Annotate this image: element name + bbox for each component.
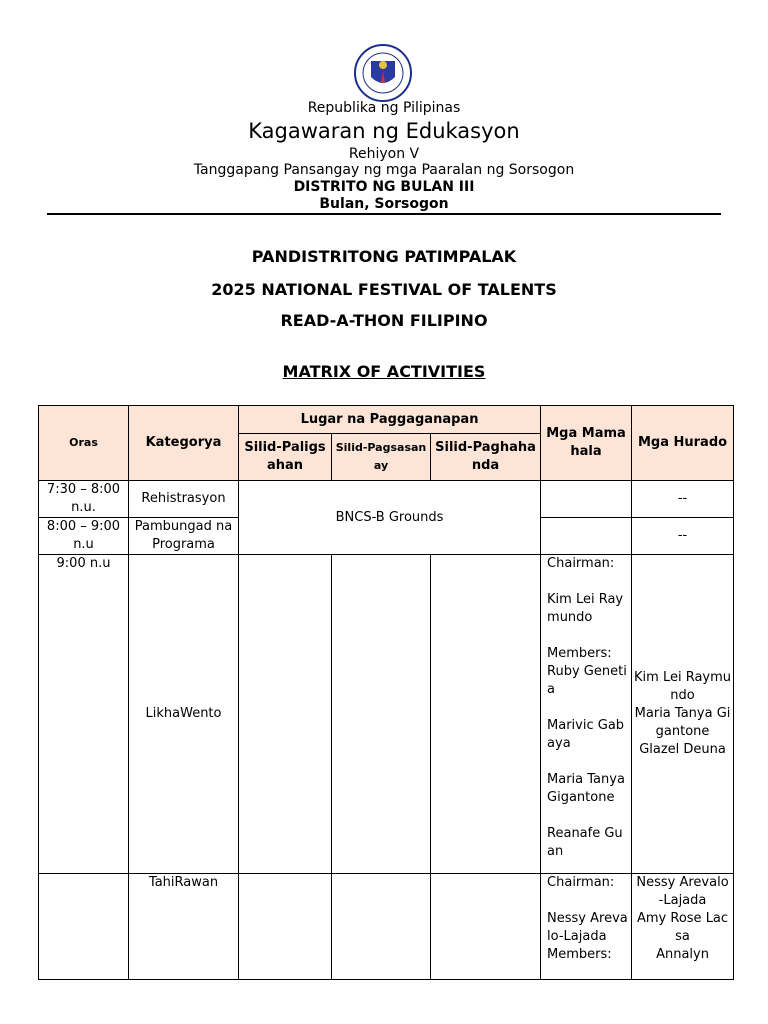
cell-line: Maria Tanya Gigantone (634, 706, 731, 739)
cell-line: Amy Rose Lacsa (637, 911, 729, 944)
activities-table (38, 405, 734, 980)
header-kategorya: Kategorya (129, 406, 239, 481)
cell-line: Members: (547, 646, 612, 661)
cell-line (547, 573, 629, 591)
header-silid-paghahanda: Silid-Paghahanda (431, 434, 541, 481)
cell-line (547, 807, 629, 825)
cell-mamahala (541, 481, 632, 518)
cell-mamahala (541, 555, 632, 874)
department-name: Kagawaran ng Edukasyon (248, 119, 520, 143)
header-mamahala: Mga Mamahala (541, 406, 632, 481)
cell-line: Ruby Genetia (547, 664, 627, 697)
location-line: Bulan, Sorsogon (319, 196, 449, 212)
cell-mamahala (541, 518, 632, 555)
cell-hurado: -- (632, 481, 734, 518)
cell-oras (39, 874, 129, 980)
cell-line: Annalyn (656, 947, 709, 962)
header-silid-pagsasanay: Silid-Pagsasanay (332, 434, 431, 481)
cell-silid-1 (239, 555, 332, 874)
cell-hurado (632, 874, 734, 980)
cell-line: Chairman: (547, 875, 615, 890)
cell-hurado: -- (632, 518, 734, 555)
cell-line (547, 627, 629, 645)
cell-line: Kim Lei Raymundo (634, 670, 732, 703)
cell-line: Nessy Arevalo-Lajada (636, 875, 729, 908)
cell-line: Chairman: (547, 556, 615, 571)
cell-silid-2 (332, 874, 431, 980)
division-line: Tanggapang Pansangay ng mga Paaralan ng Sorsogon (193, 162, 575, 178)
header-hurado: Mga Hurado (632, 406, 734, 481)
cell-hurado (632, 555, 734, 874)
cell-silid-3 (431, 555, 541, 874)
cell-line: Glazel Deuna (639, 742, 726, 757)
deped-seal-logo (349, 43, 417, 103)
cell-silid-3 (431, 874, 541, 980)
cell-oras: 9:00 n.u (39, 555, 129, 874)
header-oras: Oras (39, 406, 129, 481)
title-line-3: READ-A-THON FILIPINO (280, 311, 488, 330)
matrix-title: MATRIX OF ACTIVITIES (282, 362, 486, 381)
cell-line: Nessy Arevalo-Lajada (547, 911, 628, 944)
cell-oras: 7:30 – 8:00 n.u. (39, 481, 129, 518)
cell-line: Kim Lei Raymundo (547, 592, 624, 625)
region-line: Rehiyon V (348, 146, 420, 162)
table-row (39, 481, 734, 518)
cell-oras: 8:00 – 9:00 n.u (39, 518, 129, 555)
header-silid-paligsahan: Silid-Paligsahan (239, 434, 332, 481)
cell-silid-2 (332, 555, 431, 874)
cell-venue: BNCS-B Grounds (239, 481, 541, 555)
cell-line: Marivic Gabaya (547, 718, 625, 751)
cell-mamahala (541, 874, 632, 980)
cell-silid-1 (239, 874, 332, 980)
cell-kategorya: TahiRawan (129, 874, 239, 980)
cell-kategorya: LikhaWento (129, 555, 239, 874)
header-lugar: Lugar na Paggaganapan (239, 406, 541, 434)
cell-kategorya: Rehistrasyon (129, 481, 239, 518)
cell-kategorya: Pambungad na Programa (129, 518, 239, 555)
table-row (39, 555, 734, 874)
title-line-2: 2025 NATIONAL FESTIVAL OF TALENTS (211, 280, 557, 299)
title-line-1: PANDISTRITONG PATIMPALAK (251, 247, 517, 266)
district-line: DISTRITO NG BULAN III (293, 179, 475, 195)
cell-line (547, 699, 629, 717)
table-row (39, 874, 734, 980)
header-divider (47, 213, 721, 215)
republic-line: Republika ng Pilipinas (307, 100, 461, 116)
cell-line: Members: (547, 947, 612, 962)
cell-line: Reanafe Guan (547, 826, 623, 859)
cell-line (547, 753, 629, 771)
cell-line: Maria Tanya Gigantone (547, 772, 625, 805)
cell-line (547, 892, 629, 910)
